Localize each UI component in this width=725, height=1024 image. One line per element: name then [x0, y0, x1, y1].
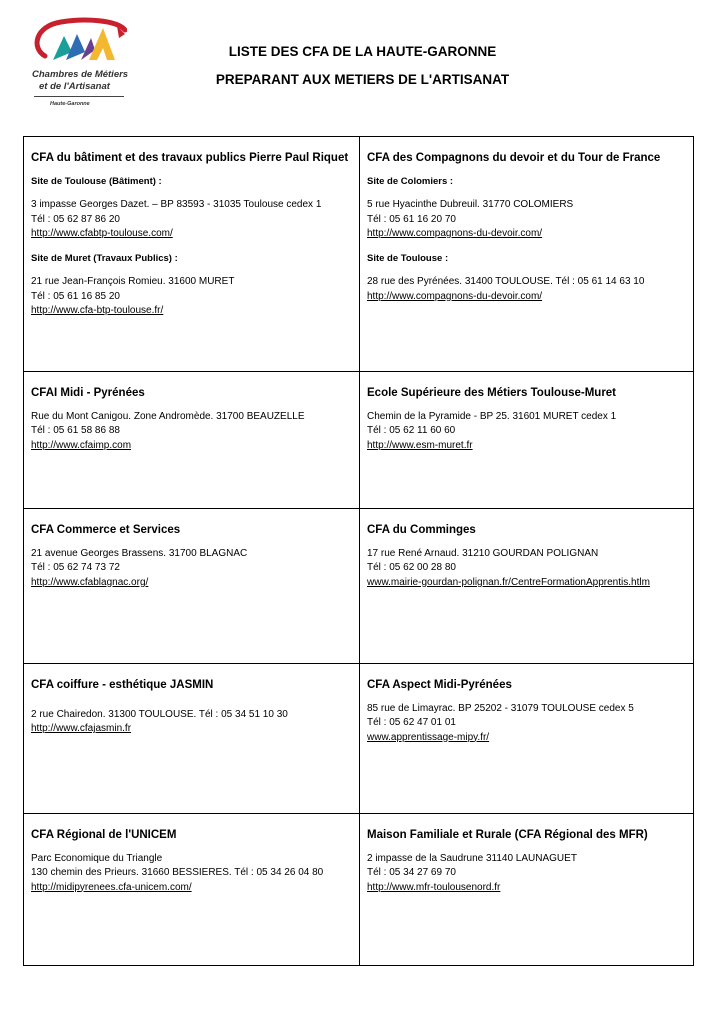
cfa-card-compagnons	[360, 137, 694, 372]
cfa-address: 85 rue de Limayrac. BP 25202 - 31079 TOULOUSE cedex 5	[367, 702, 634, 714]
site-label: Site de Toulouse :	[367, 252, 449, 264]
cfa-website-link[interactable]: http://www.cfabtp-toulouse.com/	[31, 228, 173, 239]
cfa-address: 2 rue Chairedon. 31300 TOULOUSE. Tél : 05 34 51 10 30	[31, 708, 288, 720]
cfa-address: Chemin de la Pyramide - BP 25. 31601 MURET cedex 1	[367, 410, 617, 422]
cfa-card-commerce	[24, 509, 360, 664]
logo-region: Haute-Garonne	[50, 101, 90, 107]
cfa-website-link[interactable]: http://www.mfr-toulousenord.fr	[367, 881, 501, 893]
page-title: LISTE DES CFA DE LA HAUTE-GARONNE	[228, 44, 497, 59]
cfa-phone: Tél : 05 61 58 86 88	[31, 425, 120, 436]
cfa-website-link[interactable]: http://www.compagnons-du-devoir.com/	[367, 228, 543, 239]
cfa-name: CFA Régional de l'UNICEM	[31, 829, 177, 841]
cfa-address: 5 rue Hyacinthe Dubreuil. 31770 COLOMIERS	[367, 199, 574, 210]
cfa-name: CFA coiffure - esthétique JASMIN	[31, 679, 214, 691]
table-row	[24, 372, 694, 509]
site-label: Site de Toulouse (Bâtiment) :	[31, 175, 162, 187]
page-subtitle: PREPARANT AUX METIERS DE L'ARTISANAT	[215, 72, 510, 87]
cfa-card-aspect	[360, 664, 694, 814]
cfa-address: 21 avenue Georges Brassens. 31700 BLAGNAC	[31, 547, 248, 559]
cfa-address: 130 chemin des Prieurs. 31660 BESSIERES. Tél : 05 34 26 04 80	[31, 867, 324, 878]
cfa-website-link[interactable]: http://www.cfajasmin.fr	[31, 723, 132, 734]
cfa-phone: Tél : 05 62 74 73 72	[31, 562, 120, 573]
cfa-name: CFA des Compagnons du devoir et du Tour de France	[367, 152, 661, 164]
table-row	[24, 664, 694, 814]
cfa-name: CFA du Comminges	[367, 524, 476, 536]
cfa-website-link[interactable]: http://www.cfablagnac.org/	[31, 576, 149, 588]
cfa-card-midi-pyrenees	[24, 372, 360, 509]
cfa-name: CFA du bâtiment et des travaux publics Pierre Paul Riquet	[31, 152, 349, 164]
cfa-phone: Tél : 05 61 16 85 20	[31, 290, 120, 302]
cfa-phone: Tél : 05 62 00 28 80	[367, 562, 456, 573]
cfa-table	[23, 136, 694, 966]
cfa-card-comminges	[360, 509, 694, 664]
cfa-website-link[interactable]: http://www.esm-muret.fr	[367, 439, 473, 451]
cfa-address: Rue du Mont Canigou. Zone Andromède. 31700 BEAUZELLE	[31, 410, 305, 422]
cfa-name: CFA Aspect Midi-Pyrénées	[367, 679, 512, 691]
cfa-phone: Tél : 05 62 11 60 60	[367, 425, 456, 436]
cfa-name: CFA Commerce et Services	[31, 524, 181, 536]
cfa-website-link[interactable]: http://www.compagnons-du-devoir.com/	[367, 290, 543, 302]
site-label: Site de Colomiers :	[367, 175, 454, 187]
table-row	[24, 814, 694, 966]
cfa-website-link[interactable]: http://www.cfaimp.com	[31, 439, 132, 451]
table-row	[24, 509, 694, 664]
cfa-phone: Tél : 05 34 27 69 70	[367, 867, 456, 878]
logo-line-2: et de l'Artisanat	[39, 81, 110, 92]
cfa-name: Ecole Supérieure des Métiers Toulouse-Muret	[367, 387, 617, 399]
logo-divider	[34, 96, 124, 97]
cma-logo-mark	[31, 16, 127, 68]
cfa-address: Parc Economique du Triangle	[31, 852, 163, 864]
cfa-address: 21 rue Jean-François Romieu. 31600 MURET	[31, 276, 235, 287]
table-row	[24, 137, 694, 372]
cfa-address: 2 impasse de la Saudrune 31140 LAUNAGUET	[367, 852, 577, 864]
cfa-card-btp	[24, 137, 360, 372]
site-label: Site de Muret (Travaux Publics) :	[31, 252, 178, 264]
cfa-phone: Tél : 05 62 87 86 20	[31, 213, 120, 225]
logo-line-1: Chambres de Métiers	[32, 69, 129, 80]
cfa-phone: Tél : 05 62 47 01 01	[367, 717, 456, 728]
cfa-website-link[interactable]: http://midipyrenees.cfa-unicem.com/	[31, 881, 192, 893]
cfa-address: 17 rue René Arnaud. 31210 GOURDAN POLIGNAN	[367, 547, 599, 559]
cfa-name: Maison Familiale et Rurale (CFA Régional des MFR)	[367, 829, 648, 841]
cfa-card-unicem	[24, 814, 360, 966]
cma-logo	[28, 16, 128, 112]
cfa-address: 28 rue des Pyrénées. 31400 TOULOUSE. Tél : 05 61 14 63 10	[367, 276, 645, 287]
cfa-card-mfr	[360, 814, 694, 966]
cfa-address: 3 impasse Georges Dazet. – BP 83593 - 31035 Toulouse cedex 1	[31, 199, 322, 210]
cfa-card-esm	[360, 372, 694, 509]
cfa-name: CFAI Midi - Pyrénées	[31, 387, 145, 399]
cfa-website-link[interactable]: www.mairie-gourdan-polignan.fr/CentreFormationApprentis.htlm	[367, 576, 650, 588]
cfa-card-jasmin	[24, 664, 360, 814]
cfa-phone: Tél : 05 61 16 20 70	[367, 213, 456, 225]
cfa-website-link[interactable]: http://www.cfa-btp-toulouse.fr/	[31, 305, 164, 316]
cfa-website-link[interactable]: www.apprentissage-mipy.fr/	[367, 731, 490, 743]
